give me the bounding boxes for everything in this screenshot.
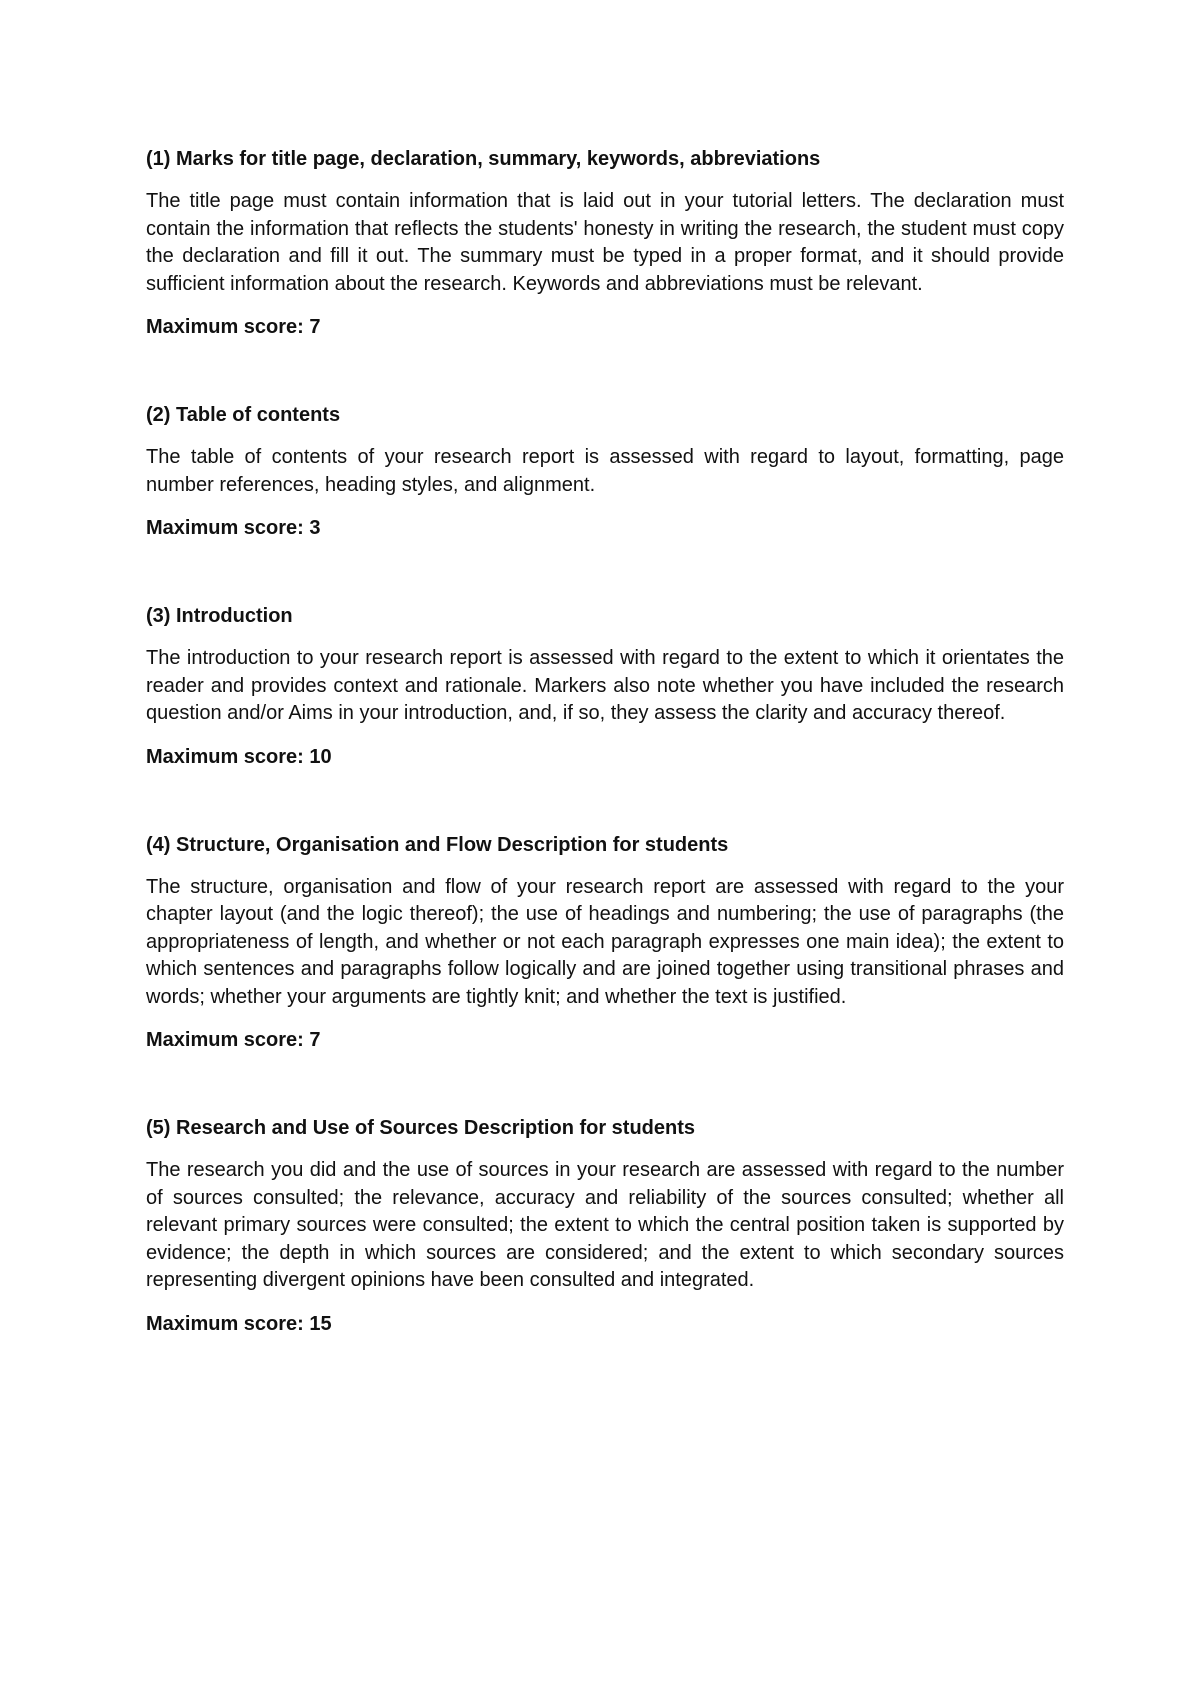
section-body: The structure, organisation and flow of your research report are assessed with regard to the your chapter layout (and the logic thereof); the use of headings and numbering; the use of paragraphs (the appropriateness of length, and whether or not each paragraph expresses one main idea); the extent to which sentences and paragraphs follow logically and are joined together using transitional phrases and words; whether your arguments are tightly knit; and whether the text is justified.	[146, 875, 1064, 1008]
section-body: The introduction to your research report is assessed with regard to the extent to which it orientates the reader and provides context and rationale. Markers also note whether you have included the research question and/or Aims in your introduction, and, if so, they assess the clarity and accuracy thereof.	[146, 647, 1064, 724]
section-table-of-contents	[146, 402, 1064, 541]
section-heading: (5) Research and Use of Sources Description for students	[146, 1117, 696, 1139]
section-introduction	[146, 603, 1064, 770]
section-heading: (4) Structure, Organisation and Flow Description for students	[146, 833, 729, 856]
section-max-score: Maximum score: 15	[146, 1312, 332, 1335]
section-spacer	[146, 541, 1064, 603]
section-heading: (3) Introduction	[146, 605, 293, 627]
section-max-score: Maximum score: 10	[146, 745, 332, 768]
document-content	[146, 146, 1064, 1337]
section-spacer	[146, 770, 1064, 832]
section-body: The table of contents of your research report is assessed with regard to layout, formatting, page number references, heading styles, and alignment.	[146, 446, 1064, 496]
section-max-score: Maximum score: 3	[146, 517, 321, 539]
section-body: The research you did and the use of sources in your research are assessed with regard to the number of sources consulted; the relevance, accuracy and reliability of the sources consulted; whether all relevant primary sources were consulted; the extent to which the central position taken is supported by evidence; the depth in which sources are considered; and the extent to which secondary sources representing divergent opinions have been consulted and integrated.	[146, 1159, 1064, 1291]
section-structure-organisation-flow	[146, 832, 1064, 1054]
section-heading: (1) Marks for title page, declaration, summary, keywords, abbreviations	[146, 148, 821, 170]
section-max-score: Maximum score: 7	[146, 1029, 321, 1051]
section-title-page-marks	[146, 146, 1064, 340]
section-research-use-of-sources	[146, 1115, 1064, 1337]
section-spacer	[146, 340, 1064, 402]
section-body: The title page must contain information that is laid out in your tutorial letters. The declaration must contain the information that reflects the students' honesty in writing the research, the student must copy the declaration and fill it out. The summary must be typed in a proper format, and it should provide sufficient information about the research. Keywords and abbreviations must be relevant.	[146, 190, 1064, 295]
section-max-score: Maximum score: 7	[146, 316, 321, 338]
section-spacer	[146, 1053, 1064, 1115]
section-heading: (2) Table of contents	[146, 404, 341, 426]
